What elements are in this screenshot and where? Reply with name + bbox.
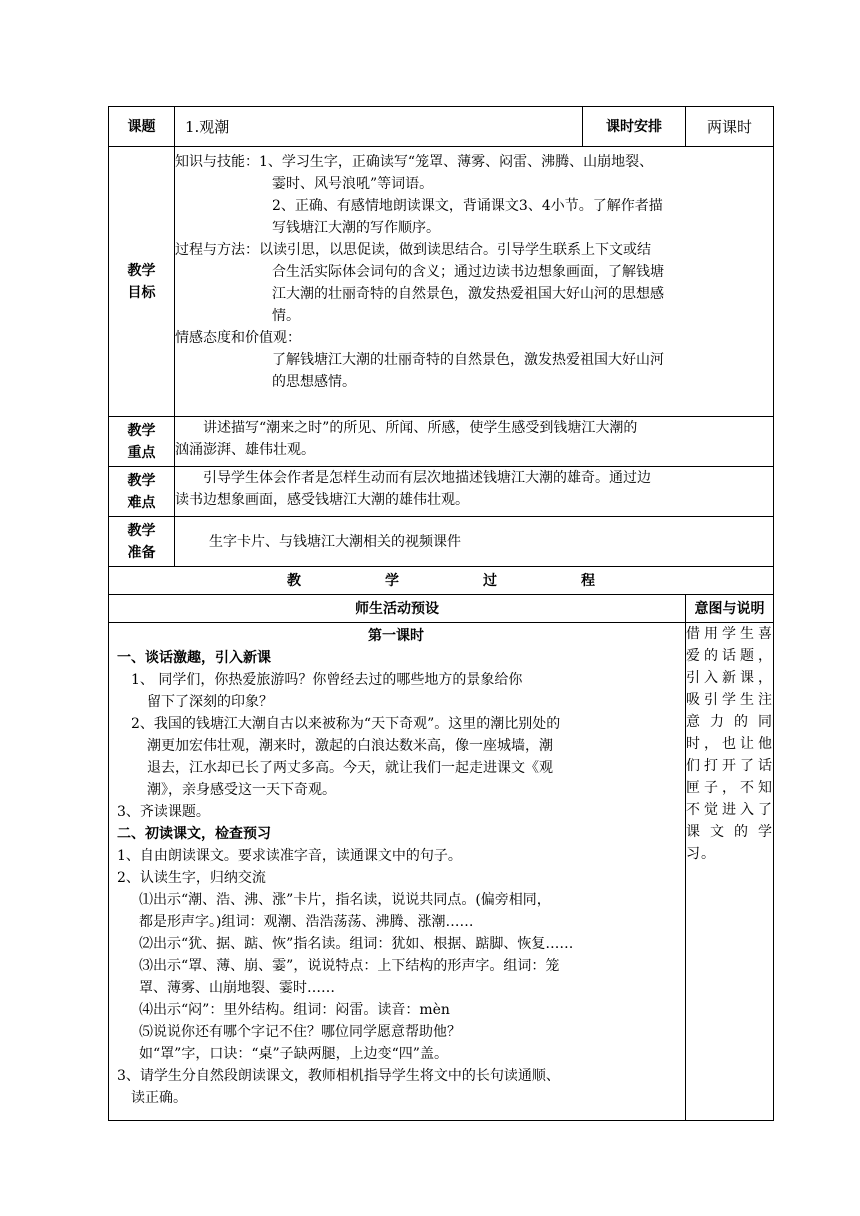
lesson-plan-table [108,106,774,1121]
objectives-label [109,147,175,417]
process-header-row [109,595,774,623]
keypoints-label-line1: 教学 [127,422,156,439]
objectives-line: 2、正确、有感情地朗读课文，背诵课文3、4小节。了解作者描 [272,198,663,214]
keypoints-content [175,417,774,467]
activity-line: ⑸说说你还有哪个字记不住？哪位同学愿意帮助他？ [139,1024,461,1040]
difficulties-row [109,467,774,517]
activity-line: ⑵出示“犹、据、踮、恢”指名读。组词：犹如、根据、踮脚、恢复…… [139,936,574,952]
objectives-line: 情。 [272,308,300,324]
keypoints-line: 讲述描写“潮来之时”的所见、所闻、所感，使学生感受到钱塘江大潮的 [203,420,638,436]
objectives-line: 情感态度和价值观： [175,330,301,346]
activity-line: 退去，江水却已长了两丈多高。今天，就让我们一起走进课文《观 [147,760,553,776]
objectives-content [175,147,774,417]
activity-line: 潮》，亲身感受这一天下奇观。 [147,782,336,798]
col-intent-header: 意图与说明 [686,595,774,623]
activity-line: 3、齐读课题。 [117,804,210,820]
objectives-line: 霎时、风号浪吼”等词语。 [272,176,434,192]
activity-line: 如“罩”字，口诀：“桌”子缺两腿，上边变“四”盖。 [139,1046,448,1062]
activity-line: 潮更加宏伟壮观，潮来时，激起的白浪达数米高，像一座城墙，潮 [147,738,553,754]
difficulties-line: 读书边想象画面，感受钱塘江大潮的雄伟壮观。 [175,492,469,508]
difficulties-content [175,467,774,517]
schedule-value: 两课时 [686,107,774,147]
schedule-label: 课时安排 [583,107,686,147]
difficulties-line: 引导学生体会作者是怎样生动而有层次地描述钱塘江大潮的雄奇。通过边 [203,470,651,486]
objectives-line: 过程与方法：以读引思，以思促读，做到读思结合。引导学生联系上下文或结 [175,242,651,258]
section-heading: 一、谈话激趣，引入新课 [117,650,271,666]
activity-line: 罩、薄雾、山崩地裂、霎时…… [139,980,335,996]
keypoints-line: 汹涌澎湃、雄伟壮观。 [175,442,315,458]
activity-line: 2、我国的钱塘江大潮自古以来被称为“天下奇观”。这里的潮比别处的 [131,716,561,732]
preparation-label-line2: 准备 [127,544,156,561]
intent-content: 借用学生喜爱的话题，引入新课，吸引学生注意力的同时，也让他们打开了话匣子，不知不觉进入了课文的学习。 [686,623,774,1121]
activity-line: ⑴出示“潮、浩、沸、涨”卡片，指名读，说说共同点。(偏旁相同， [139,892,551,908]
activity-content [109,623,686,1121]
objectives-line: 写钱塘江大潮的写作顺序。 [272,220,440,236]
preparation-row [109,517,774,567]
objectives-line: 了解钱塘江大潮的壮丽奇特的自然景色，激发热爱祖国大好山河 [272,352,664,368]
process-title-char: 程 [581,572,595,589]
objectives-label-line1: 教学 [127,262,156,279]
preparation-label [109,517,175,567]
activity-line: 3、请学生分自然段朗读课文，教师相机指导学生将文中的长句读通顺、 [117,1068,560,1084]
process-title-char: 学 [385,572,399,589]
topic-label: 课题 [109,107,175,147]
objectives-line: 合生活实际体会词句的含义；通过边读书边想象画面，了解钱塘 [272,264,664,280]
objectives-row [109,147,774,417]
activity-line: 留下了深刻的印象？ [147,694,273,710]
activity-line: 1、 同学们，你热爱旅游吗？你曾经去过的哪些地方的景象给你 [131,672,523,688]
col-activity-header: 师生活动预设 [109,595,686,623]
objectives-line: 知识与技能：1、学习生字，正确读写“笼罩、薄雾、闷雷、沸腾、山崩地裂、 [175,154,654,170]
keypoints-label-line2: 重点 [127,444,156,461]
difficulties-label-line2: 难点 [127,494,156,511]
difficulties-label-line1: 教学 [127,472,156,489]
activity-line: 读正确。 [131,1090,187,1106]
process-body-row [109,623,774,1121]
preparation-content: 生字卡片、与钱塘江大潮相关的视频课件 [175,517,774,567]
preparation-label-line1: 教学 [127,522,156,539]
objectives-label-line2: 目标 [127,284,156,301]
keypoints-label [109,417,175,467]
process-title-row [109,567,774,595]
activity-line: 1、自由朗读课文。要求读准字音，读通课文中的句子。 [117,848,462,864]
lesson-title: 第一课时 [368,628,424,644]
topic-row [109,107,774,147]
objectives-line: 江大潮的壮丽奇特的自然景色，激发热爱祖国大好山河的思想感 [272,286,664,302]
keypoints-row [109,417,774,467]
objectives-line: 的思想感情。 [272,374,356,390]
process-title-char: 过 [483,572,497,589]
activity-line: 都是形声字。)组词：观潮、浩浩荡荡、沸腾、涨潮…… [139,914,474,930]
topic-value: 1.观潮 [175,107,583,147]
activity-line: ⑷出示“闷”：里外结构。组词：闷雷。读音：mèn [139,1002,450,1018]
activity-line: 2、认读生字，归纳交流 [117,870,266,886]
process-title [109,567,774,595]
section-heading: 二、初读课文，检查预习 [117,826,271,842]
difficulties-label [109,467,175,517]
process-title-char: 教 [287,572,301,589]
activity-line: ⑶出示“罩、薄、崩、霎”，说说特点：上下结构的形声字。组词：笼 [139,958,560,974]
